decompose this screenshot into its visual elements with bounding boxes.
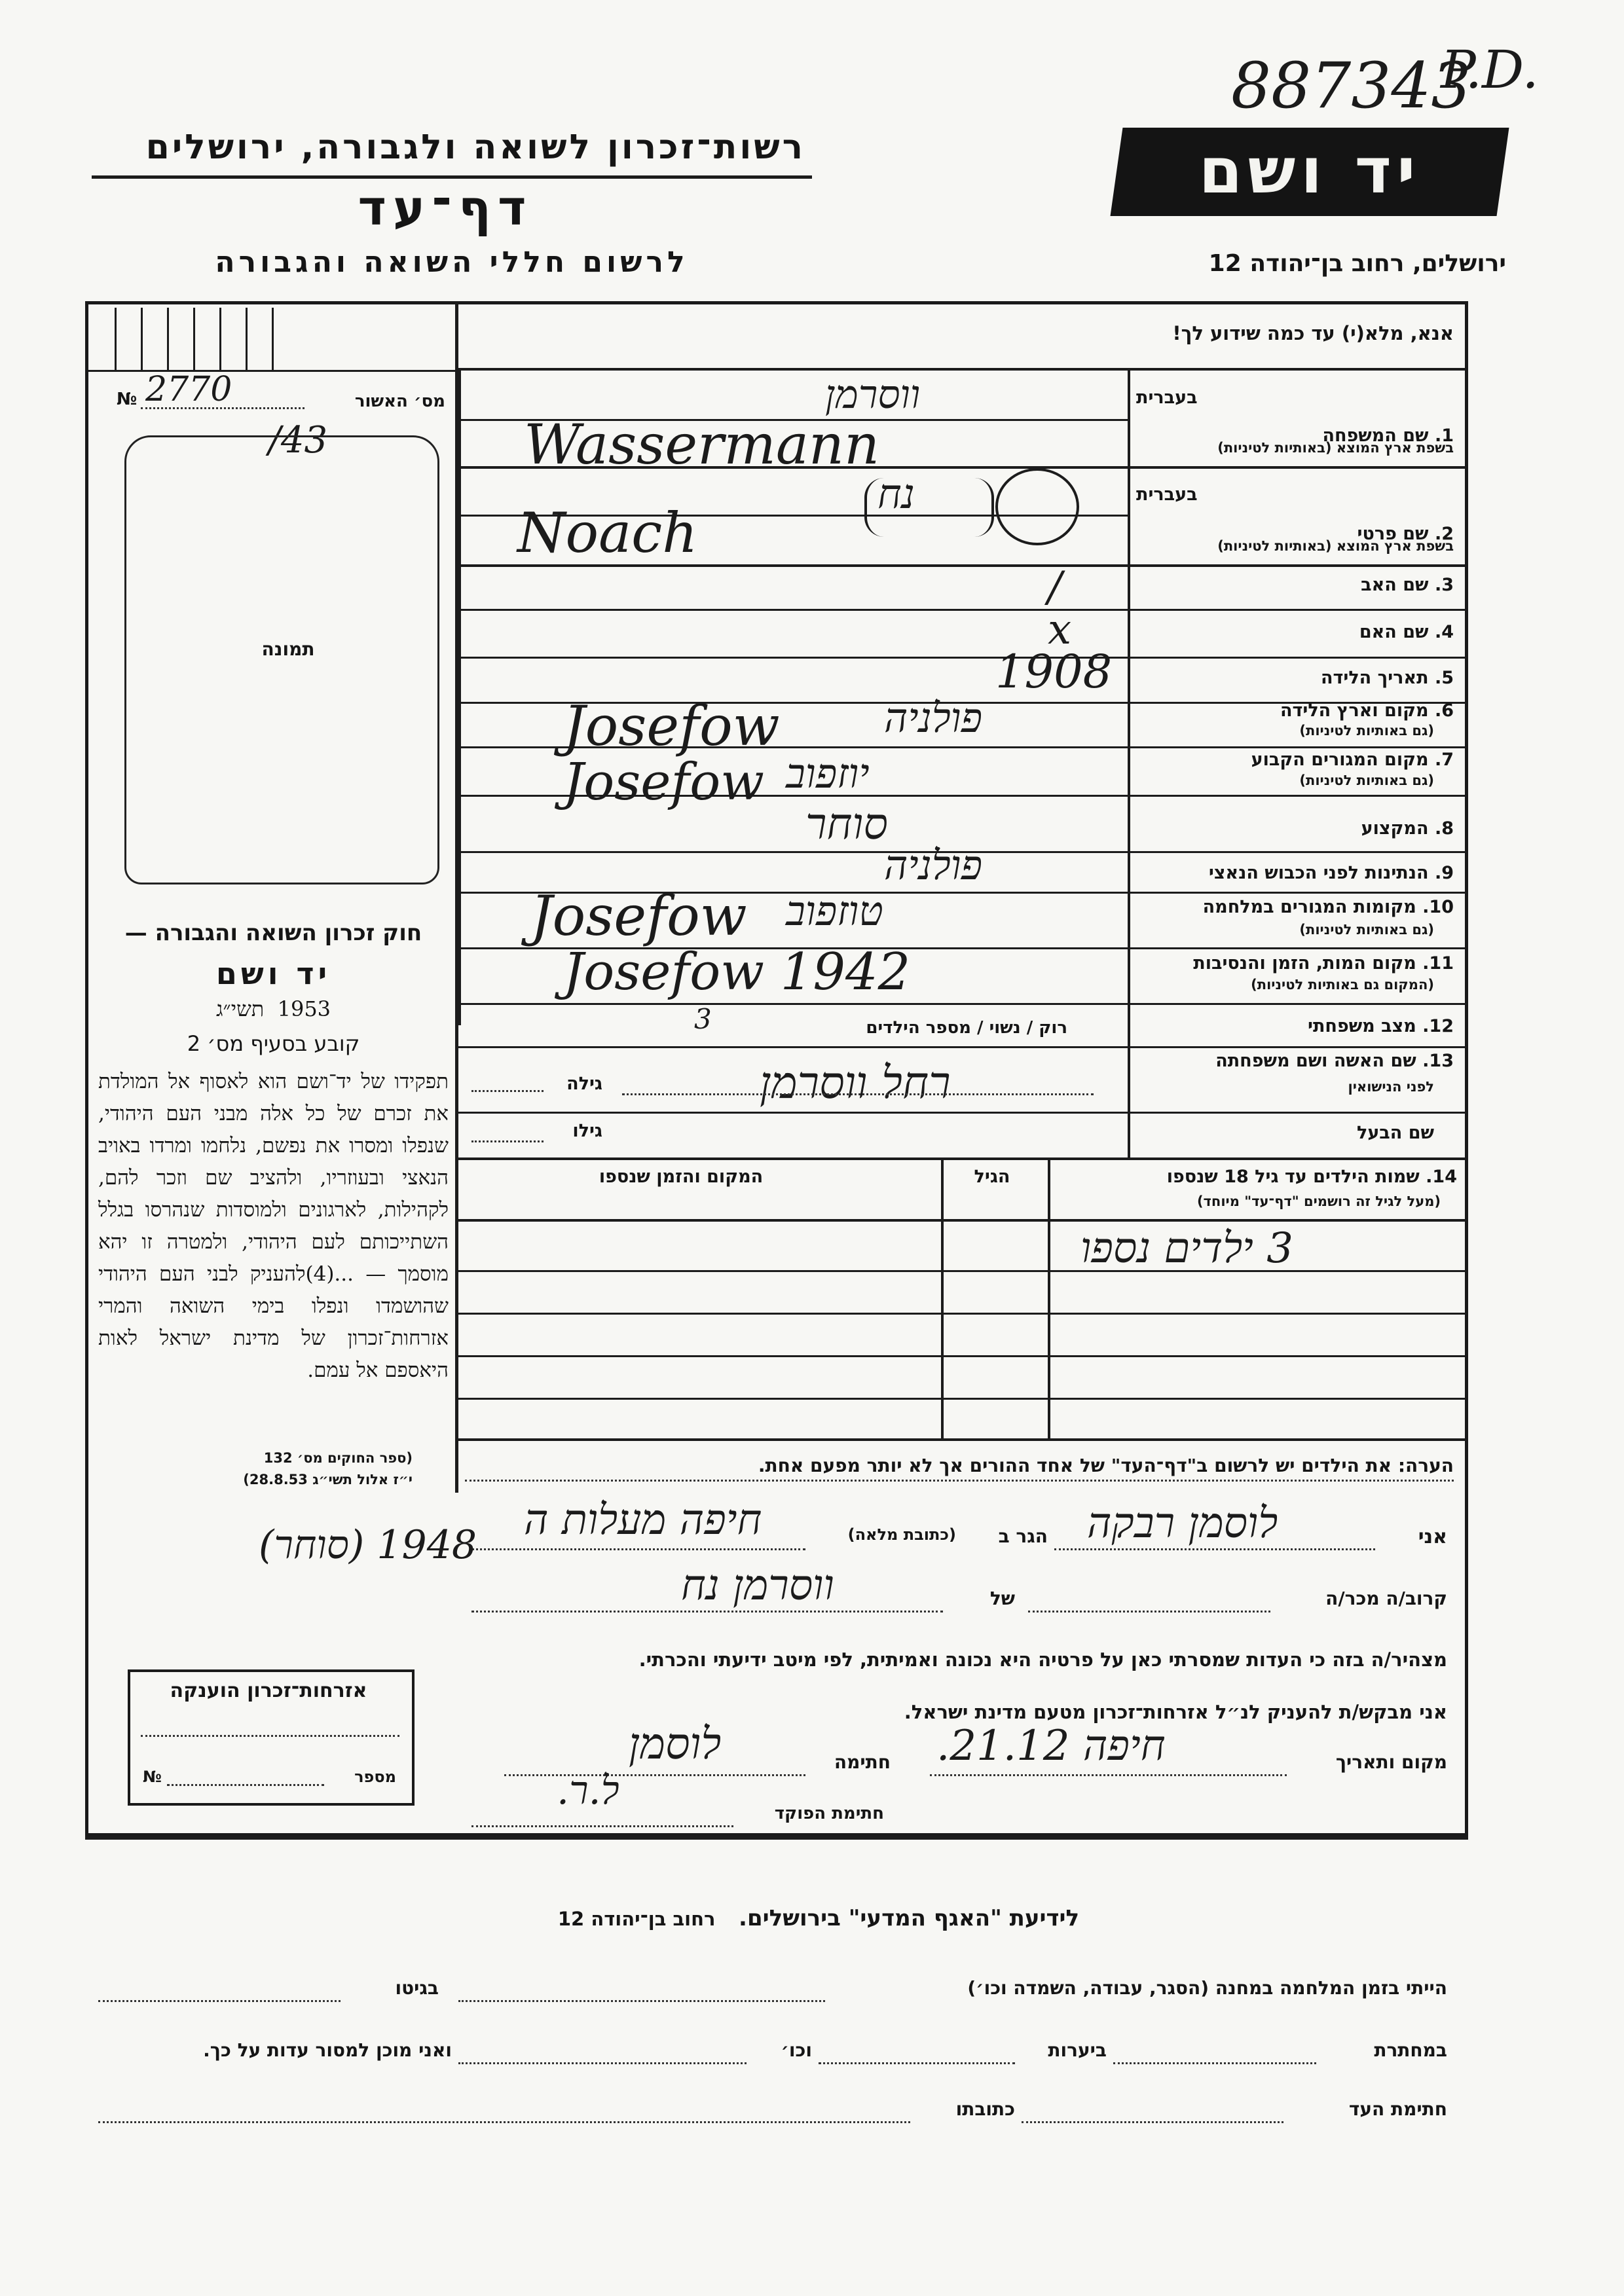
i-name-value[interactable]: לוסמן רבקה bbox=[1087, 1499, 1278, 1548]
children-header-rule bbox=[458, 1219, 1467, 1222]
footer-line-3a: חתימת העד bbox=[1348, 2098, 1447, 2120]
field-11-label: 11. מקום המות, הזמן והנסיבות bbox=[1193, 953, 1454, 974]
value-left-border bbox=[458, 371, 461, 1025]
photo-frame bbox=[124, 435, 439, 884]
field-1-value-hebrew[interactable]: ווסרמן bbox=[825, 372, 921, 418]
field-6-sub: (גם באותיות לטיניות) bbox=[1299, 723, 1434, 738]
field-7-value-hebrew[interactable]: יוזפוב bbox=[786, 750, 870, 797]
archive-initials: P.D. bbox=[1441, 39, 1539, 100]
field-2-label: 2. שם פרטי bbox=[1357, 524, 1454, 544]
footer-line-1b: בגיטו bbox=[395, 1977, 439, 1999]
field-12-label: 12. מצב משפחתי bbox=[1308, 1016, 1454, 1036]
relative-line-1 bbox=[1028, 1611, 1270, 1613]
law-year-number: 1953 bbox=[277, 996, 331, 1021]
field-8-value[interactable]: סוחר bbox=[805, 799, 888, 849]
children-row-3 bbox=[458, 1355, 1467, 1357]
signature-value[interactable]: לוסמן bbox=[629, 1719, 722, 1769]
children-age-header: הגיל bbox=[974, 1167, 1010, 1187]
citizenship-line-2 bbox=[167, 1784, 324, 1786]
footer-line-3-fill-1 bbox=[1022, 2121, 1283, 2123]
footer-title-text: לידיעת "האגף המדעי" בירושלים. bbox=[739, 1905, 1080, 1931]
place-date-label: מקום ותאריך bbox=[1335, 1751, 1447, 1773]
relative-line-2 bbox=[471, 1611, 943, 1613]
field-1-value[interactable]: Wassermann bbox=[524, 412, 880, 477]
children-value[interactable]: 3 ילדים נספו bbox=[1080, 1224, 1293, 1273]
field-1-hebrew-label: בעברית bbox=[1136, 388, 1198, 408]
field-10-sub: (גם באותיות לטיניות) bbox=[1299, 922, 1434, 938]
field-2-sub: בשפת ארץ המוצא (באותיות לטיניות) bbox=[1217, 538, 1454, 554]
footer-line-2-fill-3 bbox=[458, 2062, 747, 2064]
field-9-label: 9. הנתינות לפני הכבוש הנאצי bbox=[1208, 863, 1454, 883]
footer-line-3-fill-2 bbox=[98, 2121, 910, 2123]
address-value-continued[interactable]: 1948 (סוחר) bbox=[259, 1522, 477, 1568]
footer-line-2-fill-2 bbox=[819, 2062, 1015, 2064]
footer-line-1-fill-1 bbox=[458, 2000, 825, 2002]
field-9-value[interactable]: פולניה bbox=[884, 841, 983, 889]
law-year bbox=[95, 996, 452, 1021]
footer-line-2a: במחתרת bbox=[1374, 2039, 1447, 2061]
law-text: תפקידו של יד־ושם הוא לאסוף אל המולדת את זכרם של כל אלה מבני העם היהודי, שנפלו ומסרו את נפשם, נלחמו ומרדו באויב הנאצי ובעוזריו, ולהציב שם וזכר להם, לקהילות, לארגונים ולמוסדות שנהרסו בגלל השתייכותם לעם היהודי, ולמטרה זו יהא מוסמך — ...(4)להעניק לבני העם היהודי שהושמדו ונפלו בימי השואה והמרי אזרחות־זכרון של מדינת ישראל לאות היאספם אל עמם. bbox=[98, 1070, 449, 1382]
husband-age-line bbox=[471, 1140, 544, 1142]
statement: מצהיר/ה בזה כי העדות שמסרתי כאן על פרטיה היא נכונה ואמיתית, לפי מיטב ידיעתי והכרתי. bbox=[638, 1649, 1447, 1671]
field-7-value[interactable]: Josefow bbox=[563, 753, 765, 812]
field-13-value[interactable]: רחל ווסרמן bbox=[760, 1057, 951, 1109]
field-13-label: 13. שם האשה ושם משפחתה bbox=[1215, 1051, 1454, 1071]
footer-line-1a: הייתי בזמן המלחמה במחנה (הסגר, עבודה, השמדה וכו׳) bbox=[967, 1977, 1447, 1999]
children-col-1 bbox=[1048, 1160, 1050, 1438]
footer-line-2-fill-1 bbox=[1113, 2062, 1316, 2064]
place-date-value[interactable]: חיפה 21.12. bbox=[936, 1722, 1166, 1770]
field-10-value-hebrew[interactable]: טוזפוב bbox=[786, 887, 883, 935]
row-rule-12 bbox=[458, 1046, 1467, 1048]
children-label: 14. שמות הילדים עד גיל 18 שנספו bbox=[1166, 1167, 1457, 1187]
header-address: ירושלים, רחוב בן־יהודה 12 bbox=[1208, 250, 1506, 277]
row-rule-13 bbox=[458, 1112, 1467, 1114]
archive-number: 887343 bbox=[1231, 49, 1471, 122]
field-6-label: 6. מקום וארץ הלידה bbox=[1280, 701, 1454, 721]
field-5-value[interactable]: 1908 bbox=[995, 645, 1113, 699]
approval-no-mark: № bbox=[117, 390, 138, 409]
field-2-hebrew-bracket bbox=[864, 478, 994, 537]
relative-label: קרוב/ה מכר/ה bbox=[1325, 1588, 1447, 1609]
field-11-value[interactable]: Josefow 1942 bbox=[563, 943, 911, 1002]
official-line bbox=[471, 1825, 733, 1827]
authority-title: רשות־זכרון לשואה ולגבורה, ירושלים bbox=[145, 128, 805, 167]
approval-label: מס׳ האשור bbox=[354, 392, 445, 411]
address-value[interactable]: חיפה מעלות ה bbox=[524, 1496, 762, 1544]
address-line bbox=[471, 1548, 805, 1550]
field-2-value[interactable]: Noach bbox=[517, 501, 698, 565]
row-rule-3 bbox=[458, 609, 1467, 611]
field-1-label: 1. שם המשפחה bbox=[1322, 426, 1454, 446]
field-2-hebrew-label: בעברית bbox=[1136, 484, 1198, 505]
field-13-age-line bbox=[471, 1090, 544, 1092]
footer-line-2c: וכו׳ bbox=[781, 2039, 812, 2061]
i-name-line bbox=[1054, 1548, 1375, 1550]
field-4-value[interactable]: x bbox=[1048, 606, 1072, 654]
approval-tick-strip bbox=[88, 308, 455, 372]
signature-label: חתימה bbox=[834, 1751, 891, 1773]
signature-line bbox=[504, 1774, 805, 1776]
law-title: חוק זכרון השואה והגבורה — bbox=[124, 920, 422, 946]
note-underline bbox=[465, 1480, 1454, 1482]
children-row-4 bbox=[458, 1398, 1467, 1400]
field-3-label: 3. שם האב bbox=[1361, 575, 1454, 595]
citizenship-number-mark: № bbox=[143, 1768, 162, 1786]
form-title: דף־עד bbox=[358, 180, 533, 236]
field-6-value[interactable]: Josefow bbox=[563, 694, 780, 758]
field-12-value[interactable]: 3 bbox=[694, 1003, 712, 1035]
row-rule-11 bbox=[458, 1003, 1467, 1005]
law-name: יד ושם bbox=[215, 956, 331, 991]
lives-in-label: הגר ב bbox=[998, 1525, 1048, 1547]
citizenship-number-label: מספר bbox=[354, 1768, 396, 1786]
footer-separator bbox=[85, 1836, 1468, 1840]
relative-value[interactable]: ווסרמן נח bbox=[681, 1561, 834, 1610]
official-value: ל.ר. bbox=[557, 1768, 619, 1813]
children-col-2 bbox=[941, 1160, 944, 1438]
law-citation-2: י״ז אלול תשי״ג 28.8.53) bbox=[243, 1472, 413, 1487]
i-label: אני bbox=[1418, 1525, 1447, 1548]
approval-number: 2770 bbox=[145, 370, 232, 409]
footer-title bbox=[458, 1905, 1179, 1931]
husband-label: שם הבעל bbox=[1356, 1123, 1434, 1143]
declaration-note: הערה: את הילדים יש לרשום ב"דף־העד" של אחד ההורים אך לא יותר מפעם אחת. bbox=[758, 1455, 1454, 1476]
logo-text: יד ושם bbox=[1198, 134, 1421, 208]
field-1-sub: בשפת ארץ המוצא (באותיות לטיניות) bbox=[1217, 440, 1454, 456]
field-2-hebrew-circle bbox=[995, 468, 1079, 545]
field-13-sub: לפני הנישואין bbox=[1348, 1079, 1434, 1095]
label-divider bbox=[1128, 371, 1130, 1159]
approval-fraction: /43 bbox=[268, 419, 328, 462]
footer-line-3b: כתובתו bbox=[955, 2098, 1015, 2120]
full-address-label: (כתובת מלאה) bbox=[847, 1525, 956, 1544]
field-13-value-line bbox=[622, 1093, 1094, 1095]
field-7-label: 7. מקום המגורים הקבוע bbox=[1251, 750, 1454, 770]
field-8-label: 8. המקצוע bbox=[1361, 818, 1454, 839]
photo-label: תמונה bbox=[261, 638, 315, 660]
form-subtitle: לרשום חללי השואה והגבורה bbox=[215, 246, 689, 279]
field-5-label: 5. תאריך הלידה bbox=[1320, 668, 1454, 688]
row-rule-4 bbox=[458, 657, 1467, 659]
citizenship-line-1 bbox=[141, 1735, 399, 1737]
footer-line-2d: ואני מוכן למסור עדות על כך. bbox=[203, 2039, 452, 2061]
intro-rule bbox=[458, 368, 1467, 371]
field-13-age-label: גילה bbox=[566, 1074, 602, 1094]
children-place-header: המקום והזמן שנספו bbox=[599, 1167, 764, 1187]
official-label: חתימת הפוקד bbox=[774, 1804, 884, 1823]
place-date-line bbox=[930, 1774, 1287, 1776]
children-row-2 bbox=[458, 1313, 1467, 1315]
field-7-sub: (גם באותיות לטיניות) bbox=[1299, 773, 1434, 788]
field-2-value-hebrew[interactable]: נח bbox=[877, 470, 915, 518]
request: אני מבקש/ת להעניק לנ״ל אזרחות־זכרון מטעם מדינת ישראל. bbox=[904, 1701, 1447, 1723]
field-10-value[interactable]: Josefow bbox=[530, 884, 747, 948]
children-row-1 bbox=[458, 1270, 1467, 1272]
field-11-sub: (המקום גם באותיות לטיניות) bbox=[1251, 977, 1434, 993]
law-section: קובע בסעיף מס׳ 2 bbox=[187, 1031, 360, 1056]
children-bottom-rule bbox=[458, 1438, 1467, 1441]
law-citation-1: (ספר החוקים מס׳ 132 bbox=[263, 1450, 413, 1466]
of-label: של bbox=[989, 1588, 1015, 1609]
field-3-value[interactable]: / bbox=[1048, 563, 1062, 611]
row-rule-14 bbox=[458, 1157, 1467, 1160]
citizenship-title: אזרחות־זכרון הוענקה bbox=[170, 1679, 367, 1702]
approval-number-line bbox=[141, 407, 304, 409]
footer-address: רחוב בן־יהודה 12 bbox=[557, 1908, 716, 1930]
field-4-label: 4. שם האם bbox=[1359, 622, 1454, 642]
children-sub: (מעל לגיל זה רושמים "דף־עד" מיוחד) bbox=[1196, 1194, 1441, 1209]
field-6-value-hebrew[interactable]: פולניה bbox=[884, 694, 983, 742]
field-10-label: 10. מקומות המגורים במלחמה bbox=[1202, 897, 1454, 917]
law-year-hebrew: תשי״ג bbox=[215, 996, 265, 1021]
form-intro: אנא, מלא(י) עד כמה שידוע לך! bbox=[1172, 322, 1454, 344]
authority-underline bbox=[92, 175, 812, 179]
field-12-options: רוק / נשוי / מספר הילדים bbox=[866, 1018, 1067, 1038]
footer-line-2b: ביערות bbox=[1048, 2039, 1107, 2061]
footer-line-1-fill-2 bbox=[98, 2000, 341, 2002]
husband-age-label: גילו bbox=[572, 1121, 602, 1141]
